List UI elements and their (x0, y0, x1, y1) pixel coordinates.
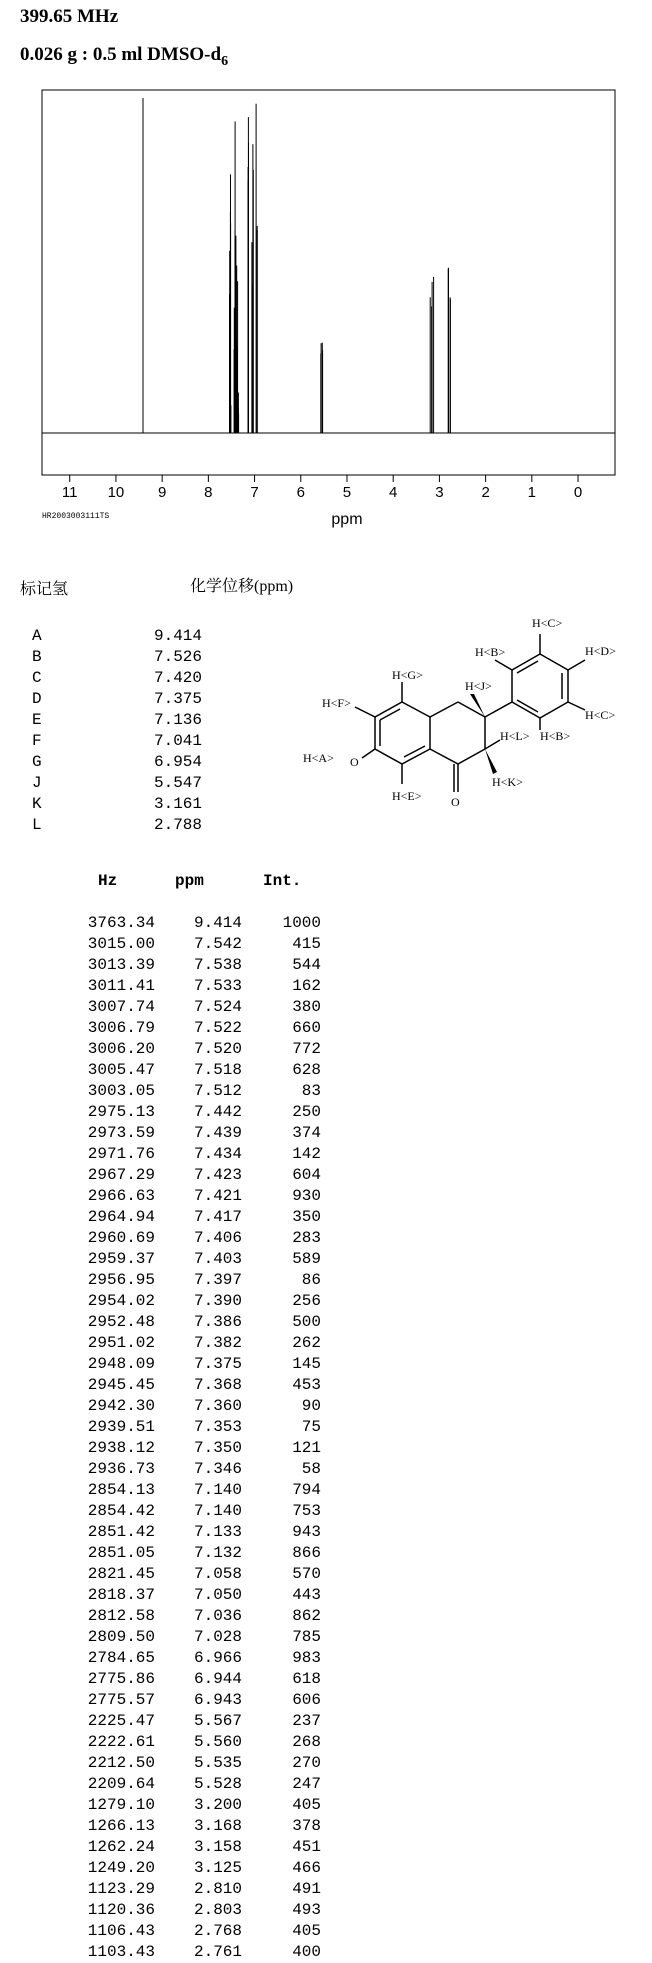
hz-cell: 2812.58 (87, 1607, 155, 1625)
table-row (60, 1228, 340, 1249)
molecule-structure (300, 612, 630, 872)
x-axis-ticks (62, 475, 582, 501)
int-cell: 237 (292, 1712, 321, 1730)
int-cell: 606 (292, 1691, 321, 1709)
int-cell: 374 (292, 1124, 321, 1142)
hz-cell: 2209.64 (87, 1775, 155, 1793)
int-cell: 866 (292, 1544, 321, 1562)
int-cell: 628 (292, 1061, 321, 1079)
table-row (60, 1354, 340, 1375)
ppm-cell: 7.520 (193, 1040, 242, 1058)
hydrogen-label: C (32, 669, 42, 687)
table-row (60, 1816, 340, 1837)
shift-value: 3.161 (154, 795, 203, 813)
table-row (60, 1102, 340, 1123)
sample-subscript: 6 (221, 53, 229, 69)
int-cell: 378 (292, 1817, 321, 1835)
table-row (60, 1921, 340, 1942)
int-cell: 90 (301, 1397, 321, 1415)
ppm-cell: 7.423 (193, 1166, 242, 1184)
hz-cell: 2973.59 (87, 1124, 155, 1142)
int-cell: 930 (292, 1187, 321, 1205)
hz-cell: 2942.30 (87, 1397, 155, 1415)
int-cell: 589 (292, 1250, 321, 1268)
ppm-cell: 7.512 (193, 1082, 242, 1100)
table-row (60, 1648, 340, 1669)
x-tick-label: 11 (61, 484, 78, 501)
shift-value: 7.136 (154, 711, 203, 729)
hz-cell: 2960.69 (87, 1229, 155, 1247)
hz-cell: 2775.86 (87, 1670, 155, 1688)
hydrogen-label: D (32, 690, 42, 708)
table-row (60, 1270, 340, 1291)
ppm-cell: 7.058 (193, 1565, 242, 1583)
int-cell: 1000 (282, 914, 321, 932)
int-cell: 862 (292, 1607, 321, 1625)
table-row (60, 1375, 340, 1396)
bonds (355, 634, 585, 792)
int-cell: 121 (292, 1439, 321, 1457)
x-tick-label: 2 (481, 484, 490, 501)
ppm-cell: 2.768 (193, 1922, 242, 1940)
table-row (60, 1333, 340, 1354)
hz-cell: 2954.02 (87, 1292, 155, 1310)
ppm-cell: 2.810 (193, 1880, 242, 1898)
hz-cell: 1106.43 (87, 1922, 155, 1940)
x-tick-label: 10 (107, 484, 125, 501)
int-cell: 443 (292, 1586, 321, 1604)
table-row (60, 1585, 340, 1606)
hydrogen-label: K (32, 795, 42, 813)
ppm-cell: 6.943 (193, 1691, 242, 1709)
ppm-cell: 3.125 (193, 1859, 242, 1877)
ppm-cell: 7.533 (193, 977, 242, 995)
table-row (60, 997, 340, 1018)
int-cell: 405 (292, 1796, 321, 1814)
atom-label-he: H<E> (392, 789, 422, 803)
ppm-cell: 7.350 (193, 1439, 242, 1457)
ppm-cell: 2.803 (193, 1901, 242, 1919)
table-row (60, 913, 340, 934)
nmr-spectrum (0, 80, 652, 530)
hz-cell: 2971.76 (87, 1145, 155, 1163)
ppm-cell: 7.050 (193, 1586, 242, 1604)
atom-label-ha: H<A> (303, 751, 334, 765)
hz-cell: 1123.29 (87, 1880, 155, 1898)
x-tick-label: 0 (573, 484, 583, 501)
table-row (60, 1144, 340, 1165)
atom-label-hc-top: H<C> (532, 616, 563, 630)
shift-value: 7.375 (154, 690, 203, 708)
int-cell: 785 (292, 1628, 321, 1646)
hz-cell: 3006.79 (87, 1019, 155, 1037)
table-row (60, 1459, 340, 1480)
int-cell: 453 (292, 1376, 321, 1394)
ppm-cell: 9.414 (193, 914, 242, 932)
table-row (60, 1879, 340, 1900)
x-tick-label: 4 (389, 484, 398, 501)
shift-value: 9.414 (154, 627, 203, 645)
atom-label-hb-bottom: H<B> (540, 729, 571, 743)
int-cell: 500 (292, 1313, 321, 1331)
table-row (60, 1900, 340, 1921)
table-row (60, 1018, 340, 1039)
table-row (60, 1312, 340, 1333)
atom-label-hg: H<G> (392, 668, 423, 682)
table-row (60, 976, 340, 997)
wedge-bond-k (485, 749, 497, 774)
int-cell: 350 (292, 1208, 321, 1226)
hz-cell: 2959.37 (87, 1250, 155, 1268)
table-row (60, 1690, 340, 1711)
ppm-cell: 7.434 (193, 1145, 242, 1163)
int-cell: 943 (292, 1523, 321, 1541)
shift-value: 7.526 (154, 648, 203, 666)
atom-label-hf: H<F> (322, 696, 351, 710)
int-cell: 405 (292, 1922, 321, 1940)
x-tick-label: 7 (250, 484, 259, 501)
ppm-cell: 7.036 (193, 1607, 242, 1625)
table-row (60, 1606, 340, 1627)
hydroxyl-oxygen: O (350, 755, 359, 769)
hz-cell: 2956.95 (87, 1271, 155, 1289)
atom-label-hd: H<D> (585, 644, 616, 658)
int-cell: 247 (292, 1775, 321, 1793)
hz-cell: 2964.94 (87, 1208, 155, 1226)
shift-value: 7.420 (154, 669, 203, 687)
ppm-cell: 7.140 (193, 1502, 242, 1520)
hz-cell: 2948.09 (87, 1355, 155, 1373)
int-cell: 660 (292, 1019, 321, 1037)
int-cell: 794 (292, 1481, 321, 1499)
int-cell: 772 (292, 1040, 321, 1058)
x-axis-label: ppm (331, 511, 363, 528)
hz-cell: 2945.45 (87, 1376, 155, 1394)
ppm-cell: 3.158 (193, 1838, 242, 1856)
hz-cell: 2967.29 (87, 1166, 155, 1184)
ppm-cell: 7.133 (193, 1523, 242, 1541)
label-column-header: 标记氢 (20, 581, 69, 598)
hz-header: Hz (98, 872, 118, 890)
ppm-cell: 7.403 (193, 1250, 242, 1268)
hz-cell: 2939.51 (87, 1418, 155, 1436)
atom-label-hk: H<K> (492, 775, 523, 789)
hz-cell: 1279.10 (87, 1796, 155, 1814)
ppm-cell: 7.346 (193, 1460, 242, 1478)
hz-cell: 1120.36 (87, 1901, 155, 1919)
table-row (60, 1123, 340, 1144)
int-cell: 262 (292, 1334, 321, 1352)
x-tick-label: 1 (527, 484, 536, 501)
spectrometer-frequency: 399.65 MHz (20, 6, 119, 27)
ketone-oxygen: O (451, 795, 460, 809)
ppm-cell: 7.360 (193, 1397, 242, 1415)
int-cell: 268 (292, 1733, 321, 1751)
shift-value: 5.547 (154, 774, 203, 792)
spectrum-id: HR2003003111TS (42, 512, 110, 521)
table-row (60, 1501, 340, 1522)
table-row (60, 1396, 340, 1417)
x-tick-label: 8 (204, 484, 213, 501)
int-cell: 493 (292, 1901, 321, 1919)
ppm-cell: 7.382 (193, 1334, 242, 1352)
table-row (60, 1942, 340, 1963)
atom-label-hj: H<J> (465, 679, 492, 693)
int-cell: 162 (292, 977, 321, 995)
peak-group (143, 98, 450, 433)
hz-cell: 2951.02 (87, 1334, 155, 1352)
ppm-cell: 6.966 (193, 1649, 242, 1667)
hydrogen-label: J (32, 774, 42, 792)
table-row (60, 1249, 340, 1270)
int-cell: 86 (301, 1271, 321, 1289)
table-row (60, 1669, 340, 1690)
hz-cell: 3005.47 (87, 1061, 155, 1079)
ppm-cell: 5.535 (193, 1754, 242, 1772)
int-cell: 380 (292, 998, 321, 1016)
ppm-cell: 5.560 (193, 1733, 242, 1751)
ppm-cell: 7.518 (193, 1061, 242, 1079)
int-cell: 466 (292, 1859, 321, 1877)
ppm-cell: 3.200 (193, 1796, 242, 1814)
ppm-cell: 6.944 (193, 1670, 242, 1688)
hydrogen-label: B (32, 648, 42, 666)
hz-cell: 2975.13 (87, 1103, 155, 1121)
ppm-cell: 7.421 (193, 1187, 242, 1205)
ppm-cell: 7.132 (193, 1544, 242, 1562)
table-row (60, 1543, 340, 1564)
ppm-cell: 5.567 (193, 1712, 242, 1730)
hydrogen-label: L (32, 816, 42, 834)
table-row (60, 1564, 340, 1585)
table-row (60, 1207, 340, 1228)
hydrogen-label: F (32, 732, 42, 750)
hz-cell: 2952.48 (87, 1313, 155, 1331)
table-row (60, 1858, 340, 1879)
ppm-cell: 7.522 (193, 1019, 242, 1037)
table-row (60, 1522, 340, 1543)
int-cell: 491 (292, 1880, 321, 1898)
int-cell: 270 (292, 1754, 321, 1772)
int-cell: 400 (292, 1943, 321, 1961)
int-cell: 983 (292, 1649, 321, 1667)
table-row (60, 1732, 340, 1753)
table-row (60, 934, 340, 955)
int-cell: 75 (301, 1418, 321, 1436)
ppm-cell: 7.353 (193, 1418, 242, 1436)
hz-cell: 1262.24 (87, 1838, 155, 1856)
hz-cell: 2775.57 (87, 1691, 155, 1709)
table-row (60, 1165, 340, 1186)
table-row (60, 1795, 340, 1816)
int-cell: 83 (301, 1082, 321, 1100)
hz-cell: 1266.13 (87, 1817, 155, 1835)
ppm-cell: 7.368 (193, 1376, 242, 1394)
sample-text: 0.026 g : 0.5 ml DMSO-d (20, 44, 222, 65)
int-cell: 753 (292, 1502, 321, 1520)
int-cell: 250 (292, 1103, 321, 1121)
int-cell: 570 (292, 1565, 321, 1583)
hz-cell: 3007.74 (87, 998, 155, 1016)
x-tick-label: 6 (296, 484, 305, 501)
hz-cell: 3013.39 (87, 956, 155, 974)
hz-cell: 2936.73 (87, 1460, 155, 1478)
x-tick-label: 9 (157, 484, 167, 501)
table-row (60, 1480, 340, 1501)
table-row (60, 1753, 340, 1774)
hz-cell: 2851.42 (87, 1523, 155, 1541)
hz-cell: 3015.00 (87, 935, 155, 953)
atom-label-hb-top: H<B> (475, 645, 506, 659)
int-header: Int. (263, 872, 302, 890)
hz-cell: 3003.05 (87, 1082, 155, 1100)
hz-cell: 2212.50 (87, 1754, 155, 1772)
x-tick-label: 3 (435, 484, 444, 501)
hz-cell: 3763.34 (87, 914, 155, 932)
sample-description (20, 44, 228, 70)
hz-cell: 2225.47 (87, 1712, 155, 1730)
ppm-cell: 7.028 (193, 1628, 242, 1646)
hz-cell: 2809.50 (87, 1628, 155, 1646)
int-cell: 256 (292, 1292, 321, 1310)
table-row (60, 1417, 340, 1438)
int-cell: 451 (292, 1838, 321, 1856)
ppm-cell: 7.140 (193, 1481, 242, 1499)
table-row (60, 1081, 340, 1102)
table-row (60, 1627, 340, 1648)
ppm-cell: 7.390 (193, 1292, 242, 1310)
hz-cell: 2851.05 (87, 1544, 155, 1562)
int-cell: 415 (292, 935, 321, 953)
hz-cell: 2854.42 (87, 1502, 155, 1520)
table-row (60, 955, 340, 976)
hz-cell: 2966.63 (87, 1187, 155, 1205)
ppm-cell: 2.761 (193, 1943, 242, 1961)
hz-cell: 1249.20 (87, 1859, 155, 1877)
hz-cell: 1103.43 (87, 1943, 155, 1961)
ppm-cell: 7.538 (193, 956, 242, 974)
int-cell: 142 (292, 1145, 321, 1163)
table-row (60, 1186, 340, 1207)
hz-cell: 3011.41 (87, 977, 155, 995)
int-cell: 618 (292, 1670, 321, 1688)
shift-value: 6.954 (154, 753, 203, 771)
shift-column-header: 化学位移(ppm) (190, 578, 294, 595)
hydrogen-label: E (32, 711, 42, 729)
shift-value: 7.041 (154, 732, 203, 750)
table-row (60, 1291, 340, 1312)
shift-value: 2.788 (154, 816, 203, 834)
ppm-cell: 7.386 (193, 1313, 242, 1331)
atom-label-hl: H<L> (500, 729, 530, 743)
ppm-cell: 3.168 (193, 1817, 242, 1835)
table-row (60, 1837, 340, 1858)
ppm-cell: 7.397 (193, 1271, 242, 1289)
ppm-cell: 7.542 (193, 935, 242, 953)
int-cell: 604 (292, 1166, 321, 1184)
hz-cell: 2222.61 (87, 1733, 155, 1751)
ppm-header: ppm (175, 872, 204, 890)
int-cell: 58 (301, 1460, 321, 1478)
x-tick-label: 5 (342, 484, 352, 501)
ppm-cell: 7.442 (193, 1103, 242, 1121)
table-row (60, 1774, 340, 1795)
table-row (60, 1060, 340, 1081)
table-row (60, 1438, 340, 1459)
hydrogen-label: A (32, 627, 42, 645)
hydrogen-label: G (32, 753, 42, 771)
ppm-cell: 5.528 (193, 1775, 242, 1793)
plot-frame (42, 90, 615, 475)
hz-cell: 2784.65 (87, 1649, 155, 1667)
ppm-cell: 7.524 (193, 998, 242, 1016)
int-cell: 283 (292, 1229, 321, 1247)
hz-cell: 2821.45 (87, 1565, 155, 1583)
atom-label-hc-right: H<C> (585, 708, 616, 722)
hz-cell: 2938.12 (87, 1439, 155, 1457)
ppm-cell: 7.375 (193, 1355, 242, 1373)
ppm-cell: 7.417 (193, 1208, 242, 1226)
hz-cell: 2818.37 (87, 1586, 155, 1604)
hz-cell: 3006.20 (87, 1040, 155, 1058)
ppm-cell: 7.406 (193, 1229, 242, 1247)
table-row (60, 1039, 340, 1060)
int-cell: 145 (292, 1355, 321, 1373)
int-cell: 544 (292, 956, 321, 974)
ppm-cell: 7.439 (193, 1124, 242, 1142)
table-row (60, 1711, 340, 1732)
hz-cell: 2854.13 (87, 1481, 155, 1499)
